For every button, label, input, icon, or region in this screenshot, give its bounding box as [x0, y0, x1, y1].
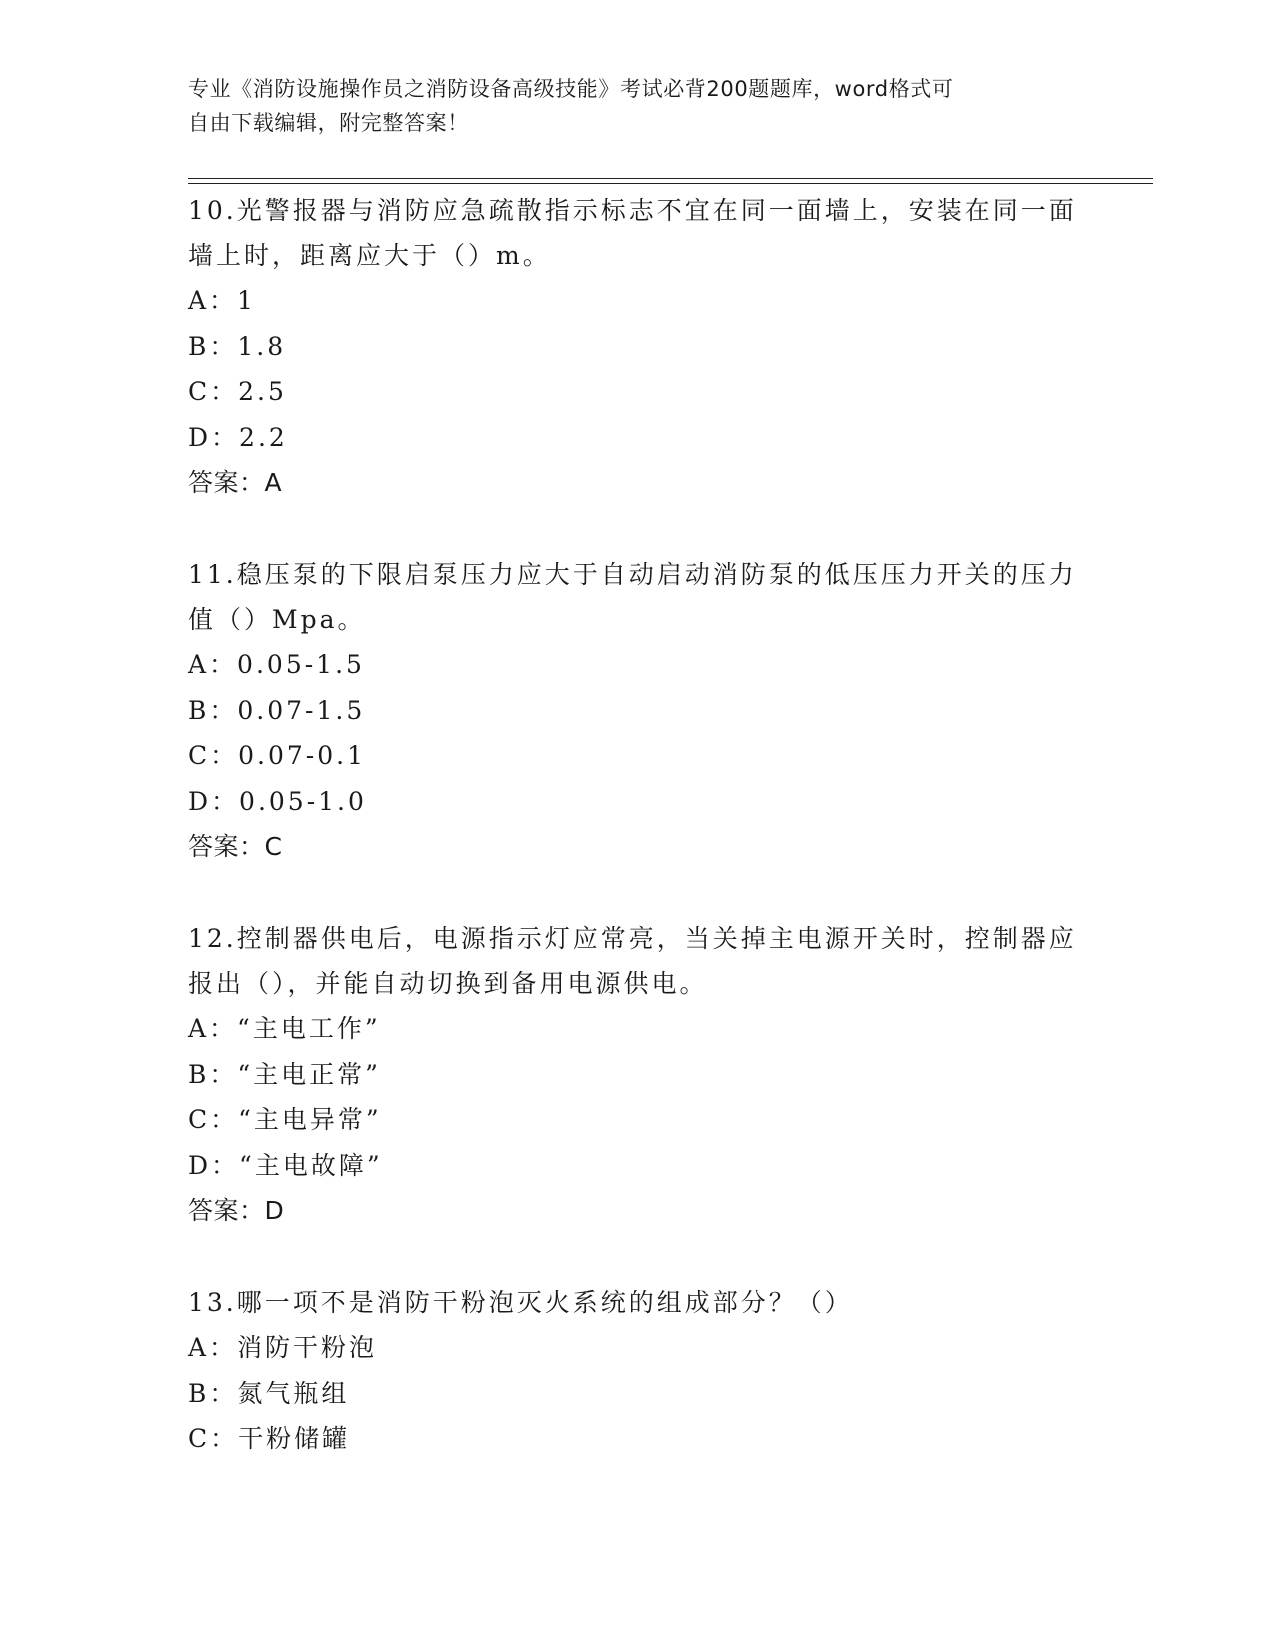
question-12	[188, 916, 1088, 1233]
question-stem: 12.控制器供电后，电源指示灯应常亮，当关掉主电源开关时，控制器应报出（），并能自动切换到备用电源供电。	[188, 924, 1077, 998]
option-b: B：1.8	[188, 331, 287, 361]
option-b: B：0.07-1.5	[188, 695, 366, 725]
option-c: C：2.5	[188, 377, 287, 406]
option-a: A：消防干粉泡	[188, 1333, 378, 1362]
option-d: D：“主电故障”	[188, 1150, 383, 1180]
option-a: A：0.05-1.5	[188, 650, 365, 679]
header-divider-bottom	[188, 183, 1153, 184]
answer-line: 答案：D	[188, 1196, 285, 1225]
option-c: C：0.07-0.1	[188, 741, 366, 770]
option-b: B：“主电正常”	[188, 1059, 381, 1089]
question-stem: 10.光警报器与消防应急疏散指示标志不宜在同一面墙上，安装在同一面墙上时，距离应大于（）m。	[188, 196, 1077, 270]
question-stem: 13.哪一项不是消防干粉泡灭火系统的组成部分？（）	[188, 1288, 853, 1317]
question-11	[188, 552, 1088, 869]
header-line-2: 自由下载编辑，附完整答案！	[188, 111, 469, 135]
question-list	[188, 188, 1088, 1509]
document-header	[188, 72, 1088, 140]
header-divider-top	[188, 178, 1153, 179]
option-c: C：干粉储罐	[188, 1424, 351, 1453]
question-10	[188, 188, 1088, 505]
question-13	[188, 1280, 1088, 1462]
question-stem: 11.稳压泵的下限启泵压力应大于自动启动消防泵的低压压力开关的压力值（）Mpa。	[188, 560, 1077, 634]
option-c: C：“主电异常”	[188, 1105, 382, 1134]
option-b: B：氮气瓶组	[188, 1378, 350, 1408]
option-a: A：“主电工作”	[188, 1014, 381, 1043]
answer-line: 答案：C	[188, 832, 283, 861]
option-a: A：1	[188, 286, 256, 315]
header-line-1: 专业《消防设施操作员之消防设备高级技能》考试必背200题题库，word格式可	[188, 77, 954, 101]
option-d: D：2.2	[188, 422, 288, 452]
option-d: D：0.05-1.0	[188, 786, 367, 816]
answer-line: 答案：A	[188, 468, 283, 497]
